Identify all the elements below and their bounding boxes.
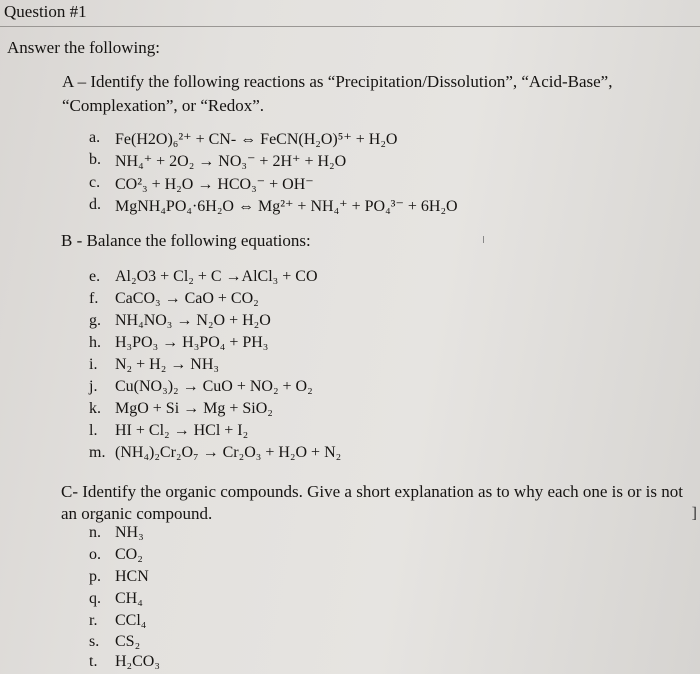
item-label: i. (89, 356, 98, 373)
item-label: p. (89, 568, 101, 585)
equation-k (89, 400, 489, 422)
item-text: CS₂ (115, 633, 141, 650)
section-a-instruction: A – Identify the following reactions as “Precipitation/Dissolution”, “Acid-Base”, “Complexation”, or “Redox”. (62, 72, 613, 115)
item-text: CH₄ (115, 590, 143, 607)
item-text: NH₄⁺ + 2O₂ → NO₃⁻ + 2H⁺ + H₂O (115, 153, 347, 170)
item-text: H₂CO₃ (115, 653, 160, 670)
item-text: (NH₄)₂Cr₂O₇ → Cr₂O₃ + H₂O + N₂ (115, 444, 342, 461)
section-c-instruction: C- Identify the organic compounds. Give a short explanation as to why each one is or is not an organic compound. (61, 482, 683, 523)
equation-j (89, 378, 489, 400)
reaction-b (89, 151, 509, 173)
item-label: k. (89, 400, 101, 417)
compound-o (89, 546, 289, 568)
item-text: Al₂O3 + Cl₂ + C →AlCl₃ + CO (115, 268, 318, 285)
item-label: o. (89, 546, 101, 563)
item-label: t. (89, 653, 98, 670)
item-label: b. (89, 151, 101, 168)
item-label: j. (89, 378, 98, 395)
item-text: MgNH₄PO₄·6H₂O ⇔ Mg²⁺ + NH₄⁺ + PO₄³⁻ + 6H₂O (115, 198, 458, 215)
item-text: MgO + Si → Mg + SiO₂ (115, 400, 273, 417)
item-label: m. (89, 444, 106, 461)
item-label: d. (89, 196, 101, 213)
question-title: Question #1 (4, 2, 87, 21)
item-text: CCl₄ (115, 612, 147, 629)
item-label: l. (89, 422, 98, 439)
item-text: Fe(H2O)₆²⁺ + CN- ⇔ FeCN(H₂O)⁵⁺ + H₂O (115, 131, 398, 148)
item-label: c. (89, 174, 101, 191)
item-label: g. (89, 312, 101, 329)
item-text: HCN (115, 568, 149, 585)
item-label: f. (89, 290, 99, 307)
item-label: r. (89, 612, 98, 629)
equation-i (89, 356, 489, 378)
item-label: a. (89, 129, 101, 146)
equation-e (89, 268, 489, 290)
item-text: NH₃ (115, 524, 144, 541)
compound-p (89, 568, 289, 590)
item-label: h. (89, 334, 101, 351)
right-edge-bracket: ] (691, 505, 697, 522)
compound-s (89, 633, 289, 653)
compound-q (89, 590, 289, 612)
item-label: q. (89, 590, 101, 607)
item-text: N₂ + H₂ → NH₃ (115, 356, 219, 373)
item-text: CaCO₃ → CaO + CO₂ (115, 290, 259, 307)
equation-l (89, 422, 489, 444)
compound-r (89, 612, 289, 634)
equation-h (89, 334, 489, 356)
item-text: Cu(NO₃)₂ → CuO + NO₂ + O₂ (115, 378, 313, 395)
reaction-d (89, 196, 549, 218)
equation-f (89, 290, 489, 312)
cursor-tick (483, 236, 490, 243)
item-label: s. (89, 633, 100, 650)
item-text: CO₂ (115, 546, 143, 563)
reaction-c (89, 174, 509, 196)
compound-t (89, 653, 289, 673)
reaction-a (89, 129, 509, 151)
equation-g (89, 312, 489, 334)
compound-n (89, 524, 289, 546)
item-text: H₃PO₃ → H₃PO₄ + PH₃ (115, 334, 269, 351)
item-text: HI + Cl₂ → HCl + I₂ (115, 422, 249, 439)
section-b-instruction: B - Balance the following equations: (61, 231, 311, 250)
item-label: n. (89, 524, 101, 541)
item-label: e. (89, 268, 101, 285)
item-text: CO²₃ + H₂O → HCO₃⁻ + OH⁻ (115, 176, 314, 193)
answer-prompt: Answer the following: (7, 38, 160, 57)
header-divider (0, 26, 700, 27)
equation-m (89, 444, 489, 466)
item-text: NH₄NO₃ → N₂O + H₂O (115, 312, 271, 329)
